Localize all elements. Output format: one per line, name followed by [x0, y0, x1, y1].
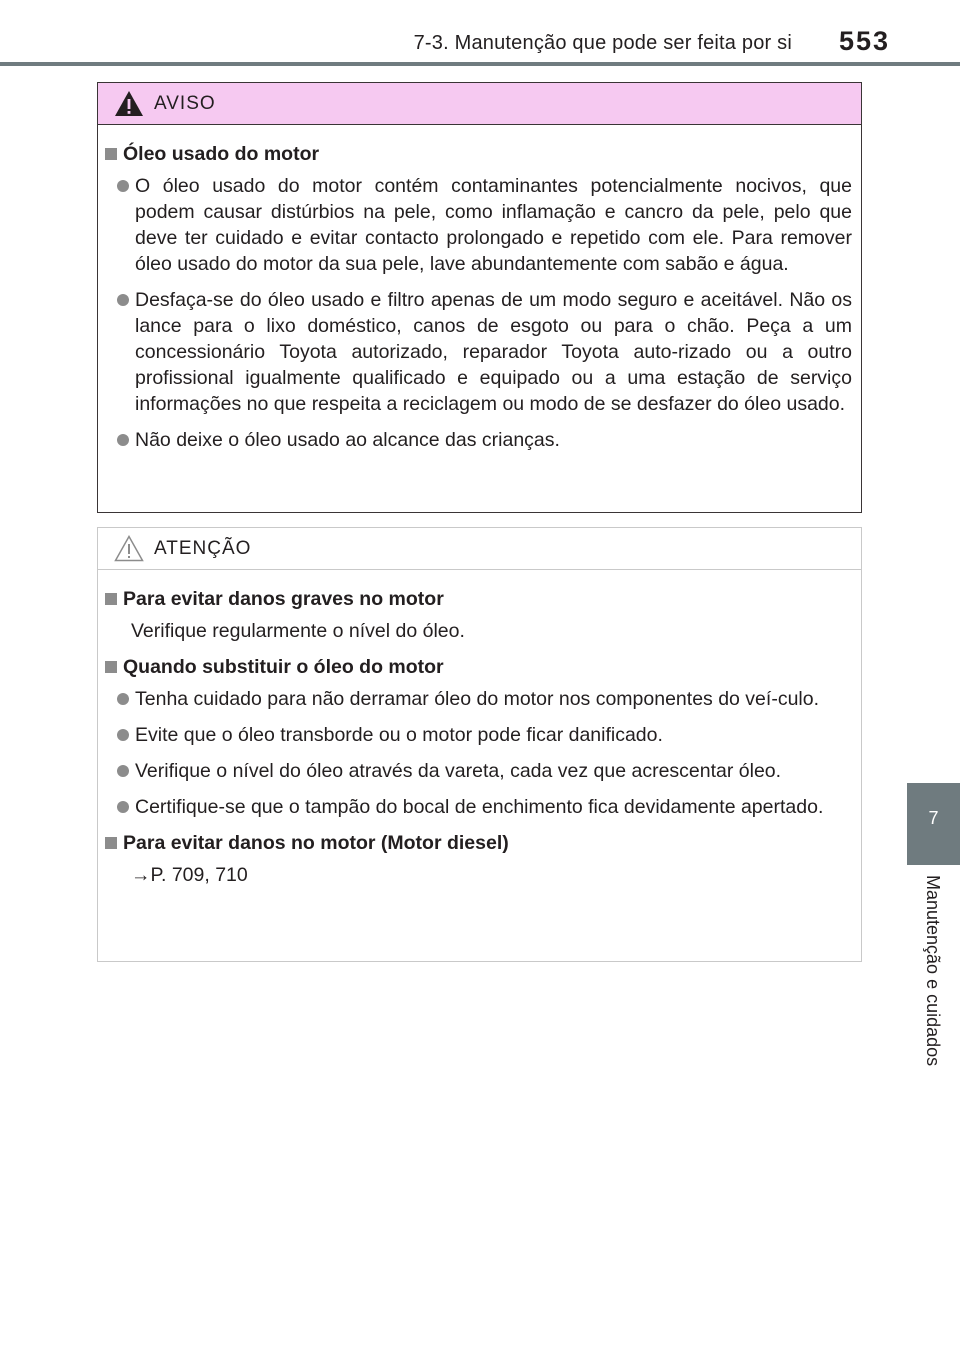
list-item-text: Evite que o óleo transborde ou o motor pode ficar danificado.	[135, 724, 663, 746]
caution-section-title: Para evitar danos no motor (Motor diesel)	[123, 832, 509, 854]
caution-section-heading	[105, 654, 852, 680]
caution-triangle-icon	[114, 535, 144, 562]
list-item	[117, 758, 852, 784]
round-bullet-icon	[117, 729, 129, 741]
caution-section-title: Para evitar danos graves no motor	[123, 588, 444, 610]
warning-title: AVISO	[154, 92, 216, 114]
caution-body	[98, 570, 861, 888]
warning-triangle-icon	[114, 90, 144, 117]
header-rule	[0, 62, 960, 66]
caution-box	[97, 527, 862, 962]
round-bullet-icon	[117, 693, 129, 705]
warning-header	[98, 83, 861, 125]
list-item	[117, 287, 852, 417]
round-bullet-icon	[117, 180, 129, 192]
warning-section-title: Óleo usado do motor	[123, 143, 320, 165]
warning-body	[98, 125, 861, 453]
list-item	[117, 173, 852, 277]
square-bullet-icon	[105, 593, 117, 605]
caution-section-text: Verifique regularmente o nível do óleo.	[131, 620, 465, 642]
round-bullet-icon	[117, 801, 129, 813]
list-item-text: Desfaça-se do óleo usado e filtro apenas de um modo seguro e aceitável. Não os lance para o lixo doméstico, canos de esgoto ou para o chão. Peça a um concessionário Toyota autorizado, reparador Toyota auto-rizado ou a outro profissional igualmente qualificado e equipado ou a uma estação de serviço informações no que respeita a reciclagem ou modo de se desfazer do óleo usado.	[135, 289, 852, 415]
page-reference: →P. 709, 710	[131, 864, 248, 886]
list-item	[117, 722, 852, 748]
chapter-title: Manutenção e cuidados	[923, 875, 943, 1067]
header-section-title: 7-3. Manutenção que pode ser feita por si	[413, 32, 792, 54]
list-item-text: Certifique-se que o tampão do bocal de enchimento fica devidamente apertado.	[135, 796, 824, 818]
list-item-text: Verifique o nível do óleo através da vareta, cada vez que acrescentar óleo.	[135, 760, 782, 782]
list-item	[117, 427, 852, 453]
list-item-text: Tenha cuidado para não derramar óleo do motor nos componentes do veí-culo.	[135, 688, 820, 710]
caution-section-heading	[105, 586, 852, 612]
round-bullet-icon	[117, 765, 129, 777]
list-item	[117, 794, 852, 820]
list-item-text: Não deixe o óleo usado ao alcance das crianças.	[135, 429, 560, 451]
square-bullet-icon	[105, 837, 117, 849]
chapter-tab: 7	[907, 783, 960, 865]
list-item	[117, 686, 852, 712]
list-item-text: O óleo usado do motor contém contaminantes potencialmente nocivos, que podem causar distúrbios na pele, como inflamação e cancro da pele, pelo que deve ter cuidado e evitar contacto prolongado e repetido com ele. Para remover óleo usado do motor da sua pele, lave abundantemente com sabão e água.	[135, 175, 852, 275]
caution-section-heading	[105, 830, 852, 856]
caution-header	[98, 528, 861, 570]
warning-section-heading	[105, 141, 852, 167]
round-bullet-icon	[117, 434, 129, 446]
warning-box	[97, 82, 862, 513]
caution-section-title: Quando substituir o óleo do motor	[123, 656, 444, 678]
round-bullet-icon	[117, 294, 129, 306]
page-number: 553	[838, 26, 890, 56]
caution-title: ATENÇÃO	[154, 537, 252, 559]
square-bullet-icon	[105, 661, 117, 673]
square-bullet-icon	[105, 148, 117, 160]
